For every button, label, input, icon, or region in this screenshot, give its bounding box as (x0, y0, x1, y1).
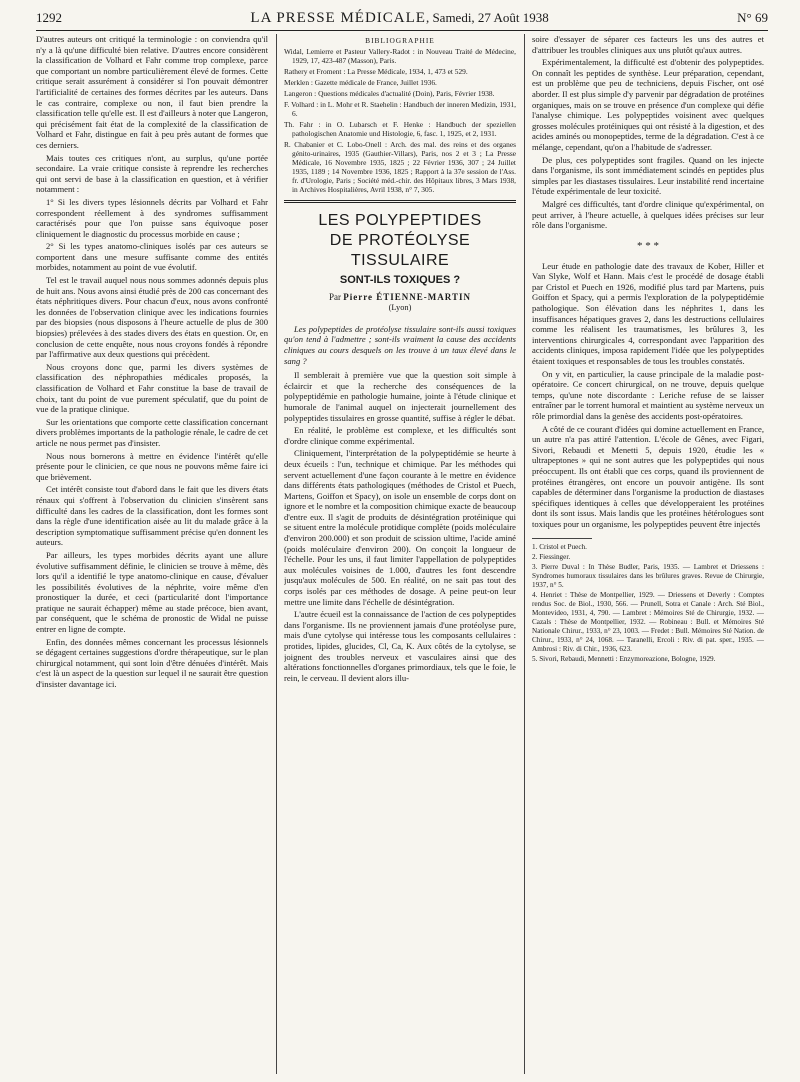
paragraph: soire d'essayer de séparer ces facteurs les uns des autres et d'attribuer les troubles cliniques aux uns plutôt qu'aux autres. (532, 34, 764, 55)
bibliography-entry: Langeron : Questions médicales d'actualité (Doin), Paris, Février 1938. (284, 89, 495, 98)
paragraph: Leur étude en pathologie date des travaux de Kober, Hiller et Van Slyke, Wolf et Hann. Mais c'est le procédé de dosage établi par Cristol et Puech en 1926, modifié plus tard par Martens, puis Goiffon et Spacy, qui a permis l'exploration de la polypeptidémie pathologique. Son élévation dans les néphrites 1, dans les insuffisances hépatiques graves 2, dans les destructions cellulaires comme les réalisent les traumatismes, les brûlures 3, les interventions chirurgicales 4, correspondant avec l'apparition des accidents cliniques, imposa rapidement l'idée que les polypeptides étaient toxiques et responsables de tous les troubles constatés. (532, 260, 764, 367)
article-author: Par Pierre ÉTIENNE-MARTIN (328, 291, 471, 302)
footnote: 1. Cristol et Puech. (532, 542, 587, 551)
paragraph: De plus, ces polypeptides sont fragiles. Quand on les injecte dans l'organisme, ils sont immédiatement scindés en peptides plus simples par les diastases tissulaires. Leur instabilité rend incertaine l'étude expérimentale de leur toxicité. (532, 154, 764, 197)
column-2 (284, 34, 516, 1074)
bibliography-entry: F. Volhard : in L. Mohr et R. Staehelin : Handbuch der inneren Medizin, 1931, 6. (284, 100, 516, 118)
newspaper-page (36, 10, 768, 1076)
column-3 (532, 34, 764, 1074)
footnote-separator (532, 538, 592, 539)
article-title: LES POLYPEPTIDES DE PROTÉOLYSE TISSULAIRE (318, 212, 482, 269)
column-divider (524, 34, 525, 1074)
bibliography (284, 36, 516, 194)
footnote: 2. Fiessinger. (532, 552, 571, 561)
paragraph: 2° Si les types anatomo-cliniques isolés par ces auteurs se comportent dans une mesure suffisante comme des entités morbides, notamment au point de vue évolutif. (36, 241, 268, 273)
footnote: 3. Pierre Duval : In Thèse Budler, Paris, 1935. — Lambret et Driessens : Syndromes humoraux tissulaires dans les brûlures graves. Revue de Chirurgie, 1937, n° 5. (532, 562, 764, 589)
paragraph: Malgré ces difficultés, tant d'ordre clinique qu'expérimental, on peut arriver, à l'heure actuelle, à quelques idées précises sur leur rôle dans l'organisme. (532, 198, 764, 231)
footnote: 4. Henriet : Thèse de Montpellier, 1929. — Driessens et Deverly : Comptes rendus Soc. de Biol., 1930, 566. — Prunell, Sotra et Canale : Arch. Sté Biol., Montevideo, 1931, 4, 790. — Lambret : Mémoires Sté de Chirurgie, 1932. — Cazals : Thèse de Montpellier, 1932. — Robineau : Bull. et Mémoires Sté Nationale Chirur., 1933, n° 23, 1003. — Fredet : Bull. Mémoires Sté Nation. de Chirur., 1933, n° 24, 1068. — Taranelli, Ercoli : Riv. di pat. sper., 1935. — Ambrosi : Riv. di Chir., 1936, 623. (532, 590, 764, 653)
article-separator (284, 200, 516, 203)
section-stars: * * * (637, 239, 659, 252)
article-subtitle: SONT-ILS TOXIQUES ? (339, 274, 461, 286)
paragraph: Enfin, des données mêmes concernant les processus lésionnels se dégagent certaines suggestions d'ordre thérapeutique, sur le plan chirurgical notamment, qui sont loin d'être dénuées d'intérêt. Mais c'est là un aspect de la question sur lequel il ne saurait être question d'insister davantage ici. (36, 636, 268, 690)
author-city: (Lyon) (388, 303, 412, 313)
paragraph: Mais toutes ces critiques n'ont, au surplus, qu'une portée secondaire. La vraie critique consiste à reprendre les recherches qui ont servi de base à la classification en question, et à vérifier notamment : (36, 152, 268, 195)
page-number: 1292 (36, 10, 62, 25)
column-1 (36, 34, 268, 1074)
article-abstract: Les polypeptides de protéolyse tissulaire sont-ils aussi toxiques qu'on tend à l'admettre ; sont-ils vraiment la cause des accidents cliniques au cours desquels on les trouve à un taux élevé dans le sang ? (284, 323, 516, 366)
footnotes (532, 543, 764, 664)
paragraph: L'autre écueil est la connaissance de l'action de ces polypeptides dans l'organisme. Ils ne proviennent jamais d'une protéolyse pure, mais d'une cytolyse qui intéresse tous les composants cellulaires : protides, lipides, glucides, Cl, Ca, K. Aux côtés de la cytolyse, se joignent des troubles nerveux et vasculaires ainsi que des altérations fonctionnelles d'organes primordiaux, tels que le foie, le rein, le cerveau. Il devient alors illu- (284, 609, 516, 683)
paragraph: A côté de ce courant d'idées qui domine actuellement en France, un autre n'a pas attiré l'attention. L'école de Gênes, avec Figari, Sivori, Rebaudi et Menetti 5, depuis 1920, étudie les « ultrapeptones » qui ne sont autres que les polypeptides qui nous préoccupent. Ils ont établi que ces corps, quand ils proviennent de protéines étrangères, ont encore un pouvoir antigène. Ils sont capables de déterminer dans l'organisme la production de diastases spécifiques identiques à celles que développeraient les protéines dont ils sont issus. Mais landis que les protéines hétérologues sont toxiques pour un organisme, les polypeptides peuvent être injectés (532, 423, 764, 529)
paragraph: D'autres auteurs ont critiqué la terminologie : on conviendra qu'il n'y a là qu'une difficulté bien relative. D'autres encore considèrent la classification de Volhard et Fahr comme trop complexe, parce que comportant un nombre particulièrement élevé de formes. Cette critique serait assurément à considérer si l'on pouvait démontrer l'artificialité de certaines des formes décrites par les auteurs. Dans le cas contraire, complexe ou non, il faut bien prendre la classification telle qu'elle est. Il est d'ailleurs à noter que Langeron, qui précisément fait état de la complexité de la classification de Volhard et Fahr, distingue en fait à peu près autant de formes que ces derniers. (36, 34, 268, 150)
paragraph: Nous croyons donc que, parmi les divers systèmes de classification des néphropathies médicales proposés, la classification de Volhard et Fahr constitue la base de travail de choix, tant du point de vue purement spéculatif, que du point de vue de la pratique clinique. (36, 361, 268, 415)
paragraph: Il semblerait à première vue que la question soit simple à éclaircir et que la recherche des conséquences de la polypeptidémie en pathologie humaine, jointe à l'étude clinique et humorale de l'animal auquel on injecterait journellement des polypeptides tissulaires en grosse quantité, suffise à régler le débat. (284, 370, 516, 423)
paragraph: 1° Si les divers types lésionnels décrits par Volhard et Fahr correspondent réellement à des syndromes suffisamment caractérisés pour que l'on puisse sans équivoque poser cliniquement le diagnostic du processus morbide en cause ; (36, 196, 268, 239)
paragraph: En réalité, le problème est complexe, et les difficultés sont d'ordre clinique comme expérimental. (284, 425, 516, 446)
bibliography-entry: Rathery et Froment : La Presse Médicale, 1934, 1, 473 et 529. (284, 67, 468, 76)
paragraph: Sur les orientations que comporte cette classification concernant divers problèmes importants de la pathologie rénale, le cadre de cet article ne nous permet pas d'insister. (36, 416, 268, 448)
paragraph: Cet intérêt consiste tout d'abord dans le fait que les divers états rénaux qui s'offrent à l'observation du clinicien s'insèrent sans difficulté dans les cadres de la classification, dont les formes sont dans la règle d'une identification aisée au lit du malade grâce à la description symptomatique suffisamment précise qu'en donnent les auteurs. (36, 484, 268, 548)
journal-title: LA PRESSE MÉDICALE (250, 10, 426, 26)
paragraph: On y vit, en particulier, la cause principale de la maladie post-opératoire. Ce concert chirurgical, on ne trouve, depuis quelque temps, qu'une note discordante : Leriche refuse de se laisser entraîner par le torrent humoral et maintient au système nerveux un rôle primordial dans la genèse des accidents post-opératoires. (532, 368, 764, 421)
paragraph: Expérimentalement, la difficulté est d'obtenir des polypeptides. On connaît les peptides de synthèse. Leur préparation, cependant, est un problème que peu de techniciens, depuis Fischer, ont osé aborder. Il est plus simple d'y parvenir par dégradation de protéines organiques, mais on se trouve en présence d'un complexe qui défie l'analyse chimique. Les polypeptides voisinent avec quelques grosses molécules protéiniques qui ont résisté à la digestion, et des acides aminés ou monopeptides, terme de la dégradation. C'est à ce mélange, cependant, qu'on a l'habitude de s'adresser. (532, 57, 764, 152)
paragraph: Tel est le travail auquel nous nous sommes adonnés depuis plus de huit ans. Nous avons ainsi étudié près de 200 cas concernant des états néphritiques divers. Pour chacun d'eux, nous avons confronté les données de l'observation clinique avec les indications fournies par des biopsies (nous disposons à l'heure actuelle de plus de 300 biopsies) prélevées à des stades divers des états en question. Or, en conclusion de cette enquête, nous nous croyons fondés à répondre par l'affirmative aux deux questions qui précèdent. (36, 275, 268, 360)
issue-number: N° 69 (737, 10, 768, 25)
paragraph: Nous nous bornerons à mettre en évidence l'intérêt qu'elle présente pour le clinicien, ce que nous ne pouvons même faire ici que brièvement. (36, 450, 268, 482)
bibliography-entry: R. Chabanier et C. Lobo-Onell : Arch. des mal. des reins et des organes génito-urinaires, 1935 (Gauthier-Villars), Paris, nos 2 et 3 ; La Presse Médicale, 16 Novembre 1935, 1825 ; 22 Février 1936, 307 ; 24 Juillet 1935, 1189 ; 14 Novembre 1936, 1825 ; Rapport à la 37e session de l'Ass. fr. d'Urologie, Paris ; Société méd.-chir. des Hôpitaux libres, 3 Mars 1938, in Archives Hospitalières, Avril 1938, n° 7, 305. (284, 140, 516, 194)
bibliography-entry: Th. Fahr : in O. Lubarsch et F. Henke : Handbuch der speziellen pathologischen Anatomie und Histologie, 6, fasc. 1, 1925, et 2, 1931. (284, 120, 516, 138)
page-header: 1292 LA PRESSE MÉDICALE, Samedi, 27 Août 1938 N° 69 (36, 10, 768, 31)
bibliography-title: BIBLIOGRAPHIE (365, 36, 435, 45)
column-divider (276, 34, 277, 1074)
footnote: 5. Sivori, Rebaudi, Mennetti : Enzymoreazione, Bologne, 1929. (532, 654, 716, 663)
bibliography-entry: Widal, Lemierre et Pasteur Vallery-Radot : in Nouveau Traité de Médecine, 1929, 17, 423-487 (Masson), Paris. (284, 47, 516, 65)
paragraph: Cliniquement, l'interprétation de la polypeptidémie se heurte à deux écueils : l'un, technique et chimique. Par les méthodes qui servent actuellement d'une façon courante à le mettre en évidence dans différents états pathologiques (méthodes de Cristol et Puech, Martens, Goiffon et Spacy), on isole un ensemble de corps dont on ignore et le nombre et la composition chimique exacte de beaucoup d'entre eux. Il s'agit de produits de désintégration protéinique qui se situent entre la molécule protidique complète (poids moléculaire d'environ 200.000) et son produit de scission ultime, l'acide aminé (poids moléculaire d'environ 200). On conçoit la longueur de l'échelle. Pour les uns, il faut limiter l'appellation de polypeptides aux molécules voisines de 1.000, d'autres les font descendre jusqu'aux molécules de 500. En réalité, on ne sait pas tout des corps isolés par ces méthodes de dosage. A peine peut-on leur mettre une limite dans l'échelle de désintégration. (284, 448, 516, 607)
issue-date: Samedi, 27 Août 1938 (432, 10, 549, 25)
bibliography-entry: Merklen : Gazette médicale de France, Juillet 1936. (284, 78, 437, 87)
paragraph: Par ailleurs, les types morbides décrits ayant une allure évolutive suffisamment définie, le clinicien se trouve à même, dès lors qu'il a identifié le type anatomo-clinique en cause, d'évaluer les possibilités évolutives de la néphrite, voire même d'en pronostiquer la durée, et ceci (particularité dont l'importance pratique ne saurait échapper) même au stade précoce, bien avant, par conséquent, que le schéma de pronostic de Widal ne puisse entrer en ligne de compte. (36, 549, 268, 635)
